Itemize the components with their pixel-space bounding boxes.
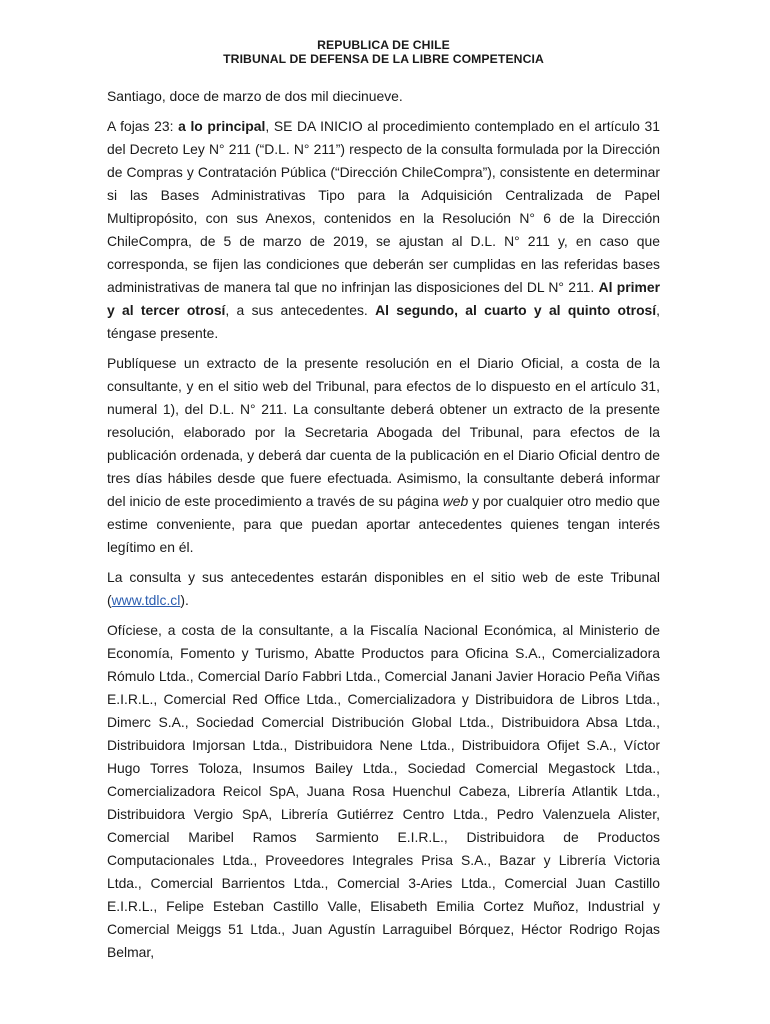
para3-text-2: ). bbox=[180, 592, 189, 608]
paragraph-availability bbox=[107, 566, 660, 612]
para2-text-1: Publíquese un extracto de la presente resolución en el Diario Oficial, a costa de la consultante, y en el sitio web del Tribunal, para efectos de lo dispuesto en el artículo 31, numeral 1), del D.L. N° 211. La consultante deberá obtener un extracto de la presente resolución, elaborado por la Secretaria Abogada del Tribunal, para efectos de la publicación ordenada, y deberá dar cuenta de la publicación en el Diario Oficial dentro de tres días hábiles desde que fuere efectuada. Asimismo, la consultante deberá informar del inicio de este procedimiento a través de su página bbox=[107, 355, 660, 509]
para2-text-2: y por cualquier otro medio que estime conveniente, para que puedan aportar antecedentes quienes tengan interés legítimo en él. bbox=[107, 493, 660, 555]
header-republic: REPUBLICA DE CHILE bbox=[317, 38, 450, 52]
paragraph-publication bbox=[107, 352, 660, 559]
para1-text-2: , SE DA INICIO al procedimiento contemplado en el artículo 31 del Decreto Ley N° 211 (“D.L. N° 211”) respecto de la consulta formulada por la Dirección de Compras y Contratación Pública (“Dirección ChileCompra”), consistente en determinar si las Bases Administrativas Tipo para la Adquisición Centralizada de Papel Multipropósito, con sus Anexos, contenidos en la Resolución N° 6 de la Dirección ChileCompra, de 5 de marzo de 2019, se ajustan al D.L. N° 211 y, en caso que corresponda, se fijen las condiciones que deberán ser cumplidas en las referidas bases administrativas de manera tal que no infrinjan las disposiciones del DL N° 211. bbox=[107, 118, 660, 295]
para1-text-4: , téngase presente. bbox=[107, 302, 660, 341]
document-header bbox=[107, 38, 660, 66]
para1-bold-principal: a lo principal bbox=[178, 118, 266, 134]
para1-bold-otrosi-1: Al primer y al tercer otrosí bbox=[107, 279, 661, 318]
para1-text-1: A fojas 23: bbox=[107, 118, 179, 134]
para1-text-3: , a sus antecedentes. bbox=[225, 302, 376, 318]
para2-italic-web: web bbox=[442, 493, 469, 509]
paragraph-oficiese: Ofíciese, a costa de la consultante, a la Fiscalía Nacional Económica, al Ministerio de Economía, Fomento y Turismo, Abatte Productos para Oficina S.A., Comercializadora Rómulo Ltda., Comercial Darío Fabbri Ltda., Comercial Janani Javier Horacio Peña Viñas E.I.R.L., Comercial Red Office Ltda., Comercializadora y Distribuidora de Libros Ltda., Dimerc S.A., Sociedad Comercial Distribución Global Ltda., Distribuidora Absa Ltda., Distribuidora Imjorsan Ltda., Distribuidora Nene Ltda., Distribuidora Ofijet S.A., Víctor Hugo Torres Toloza, Insumos Bailey Ltda., Sociedad Comercial Megastock Ltda., Comercializadora Reicol SpA, Juana Rosa Huenchul Cabeza, Librería Atlantik Ltda., Distribuidora Vergio SpA, Librería Gutiérrez Centro Ltda., Pedro Valenzuela Alister, Comercial Maribel Ramos Sarmiento E.I.R.L., Distribuidora de Productos Computacionales Ltda., Proveedores Integrales Prisa S.A., Bazar y Librería Victoria Ltda., Comercial Barrientos Ltda., Comercial 3-Aries Ltda., Comercial Juan Castillo E.I.R.L., Felipe Esteban Castillo Valle, Elisabeth Emilia Cortez Muñoz, Industrial y Comercial Meiggs 51 Ltda., Juan Agustín Larraguibel Bórquez, Héctor Rodrigo Rojas Belmar, bbox=[107, 622, 660, 960]
document-body bbox=[107, 85, 660, 964]
paragraph-resolution bbox=[107, 115, 660, 345]
para1-bold-otrosi-2: Al segundo, al cuarto y al quinto otrosí bbox=[375, 302, 657, 318]
tdlc-website-link[interactable]: www.tdlc.cl bbox=[111, 592, 181, 608]
date-line: Santiago, doce de marzo de dos mil diecinueve. bbox=[107, 88, 403, 104]
para3-text-1: La consulta y sus antecedentes estarán disponibles en el sitio web de este Tribunal ( bbox=[107, 569, 660, 608]
header-tribunal: TRIBUNAL DE DEFENSA DE LA LIBRE COMPETENCIA bbox=[223, 52, 544, 66]
